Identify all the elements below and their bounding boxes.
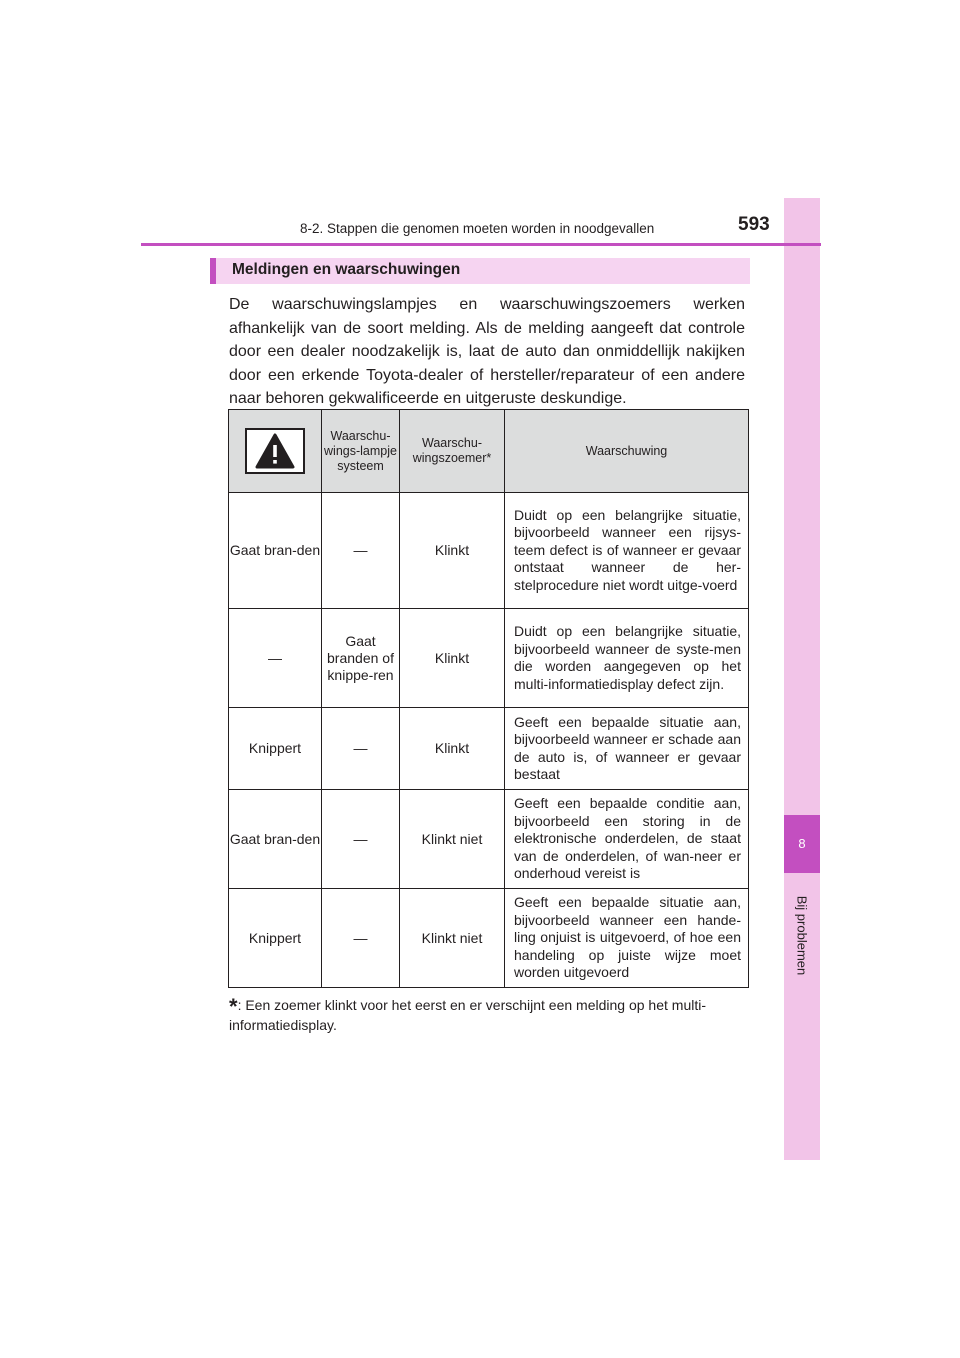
- cell-icon-state: Gaat bran-den: [229, 493, 322, 609]
- cell-buzzer: Klinkt niet: [400, 790, 505, 889]
- header-buzzer: Waarschu-wingszoemer*: [400, 410, 505, 493]
- cell-buzzer: Klinkt niet: [400, 889, 505, 988]
- cell-warning: Duidt op een belangrijke situatie, bijvoorbeeld wanneer de syste-men die worden aangegeven op het multi-informatiedisplay defect zijn.: [505, 609, 749, 708]
- header-rule: [141, 243, 821, 246]
- cell-warning: Geeft een bepaalde situatie aan, bijvoorbeeld wanneer een hande-ling onjuist is uitgevoerd, of hoe een handeling op juiste wijze moet worden uitgevoerd: [505, 889, 749, 988]
- table-header-row: [229, 410, 749, 493]
- warning-triangle-icon: [245, 428, 305, 474]
- intro-paragraph: De waarschuwingslampjes en waarschuwingszoemers werken afhankelijk van de soort melding. Als de melding aangeeft dat controle door een dealer noodzakelijk is, laat de auto dan onmiddellijk nakijken door een erkende Toyota-dealer of hersteller/reparateur of een andere naar behoren gekwalificeerde en uitgeruste deskundige.: [229, 296, 745, 407]
- cell-lamp: —: [322, 708, 400, 790]
- running-header: 8-2. Stappen die genomen moeten worden in noodgevallen: [300, 221, 655, 236]
- warning-table: [228, 409, 749, 988]
- cell-lamp: —: [322, 790, 400, 889]
- footnote-text: : Een zoemer klinkt voor het eerst en er verschijnt een melding op het multi-informatiedisplay.: [229, 997, 707, 1033]
- cell-buzzer: Klinkt: [400, 493, 505, 609]
- footnote: [229, 996, 749, 1035]
- header-icon-cell: [229, 410, 322, 493]
- page-number: 593: [738, 214, 770, 235]
- chapter-number: 8: [784, 815, 820, 873]
- cell-lamp: —: [322, 493, 400, 609]
- header-warning: Waarschuwing: [505, 410, 749, 493]
- table-row: [229, 493, 749, 609]
- chapter-title: Bij problemen: [794, 895, 810, 976]
- table-row: [229, 790, 749, 889]
- table-row: [229, 889, 749, 988]
- cell-lamp: —: [322, 889, 400, 988]
- cell-buzzer: Klinkt: [400, 708, 505, 790]
- cell-icon-state: Knippert: [229, 708, 322, 790]
- footnote-marker: *: [229, 994, 238, 1019]
- cell-icon-state: Knippert: [229, 889, 322, 988]
- cell-warning: Geeft een bepaalde conditie aan, bijvoorbeeld een storing in de elektronische onderdelen, de staat van de onderdelen, of wan-neer er onderhoud vereist is: [505, 790, 749, 889]
- cell-icon-state: —: [229, 609, 322, 708]
- table-row: [229, 708, 749, 790]
- chapter-side-tab: [784, 198, 820, 1160]
- cell-buzzer: Klinkt: [400, 609, 505, 708]
- cell-lamp: Gaat branden of knippe-ren: [322, 609, 400, 708]
- cell-icon-state: Gaat bran-den: [229, 790, 322, 889]
- table-row: [229, 609, 749, 708]
- section-heading-bar: [210, 258, 750, 284]
- cell-warning: Geeft een bepaalde situatie aan, bijvoorbeeld wanneer er schade aan de auto is, of wanneer er gevaar bestaat: [505, 708, 749, 790]
- cell-warning: Duidt op een belangrijke situatie, bijvoorbeeld wanneer een rijsys-teem defect is of wanneer er gevaar ontstaat wanneer de her-stelprocedure niet wordt uitge-voerd: [505, 493, 749, 609]
- header-lamp: Waarschu-wings-lampje systeem: [322, 410, 400, 493]
- section-title: Meldingen en waarschuwingen: [232, 261, 461, 278]
